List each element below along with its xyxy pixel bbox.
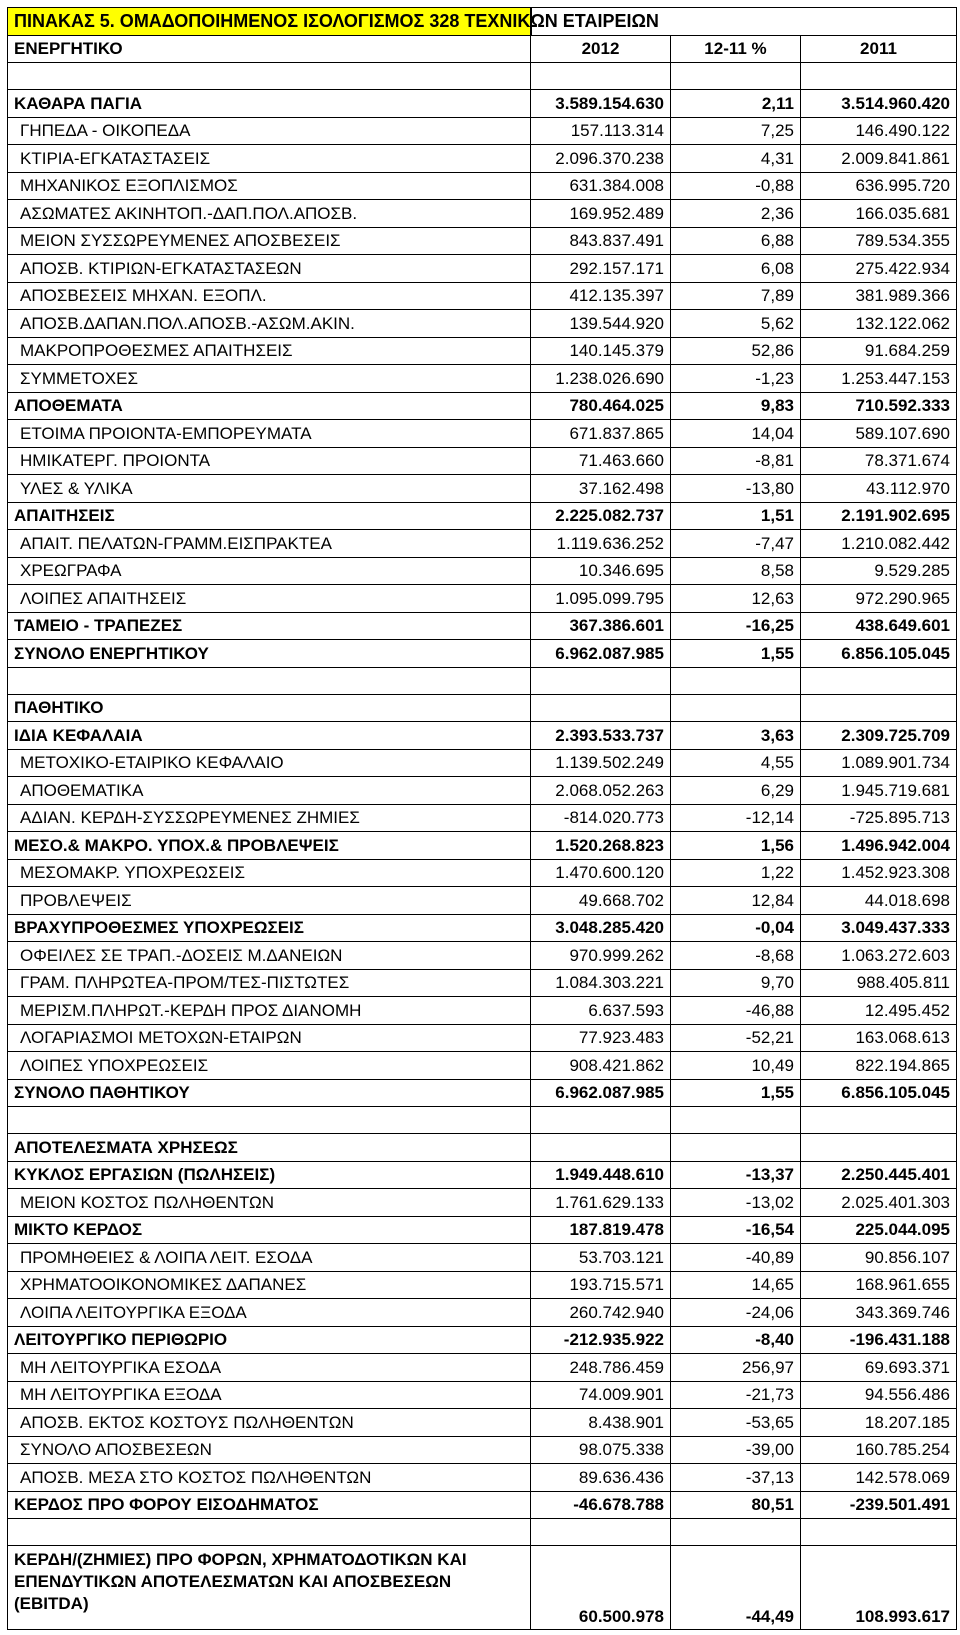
change-pct: -39,00 xyxy=(671,1436,801,1464)
row-label: ΒΡΑΧΥΠΡΟΘΕΣΜΕΣ ΥΠΟΧΡΕΩΣΕΙΣ xyxy=(8,914,531,942)
table-row xyxy=(8,1354,957,1382)
value-2012: 3.589.154.630 xyxy=(531,90,671,118)
change-pct: 8,58 xyxy=(671,557,801,585)
change-pct: 10,49 xyxy=(671,1052,801,1080)
value-2011: 1.945.719.681 xyxy=(801,777,957,805)
row-label: ΛΟΓΑΡΙΑΣΜΟΙ ΜΕΤΟΧΩΝ-ΕΤΑΙΡΩΝ xyxy=(8,1024,531,1052)
results-heading: ΑΠΟΤΕΛΕΣΜΑΤΑ ΧΡΗΣΕΩΣ xyxy=(8,1134,531,1162)
change-pct: 6,88 xyxy=(671,227,801,255)
table-row xyxy=(8,282,957,310)
value-2012: 1.470.600.120 xyxy=(531,859,671,887)
change-pct: -37,13 xyxy=(671,1464,801,1492)
row-label: ΜΗΧΑΝΙΚΟΣ ΕΞΟΠΛΙΣΜΟΣ xyxy=(8,172,531,200)
value-2012: 1.095.099.795 xyxy=(531,585,671,613)
value-2011: 6.856.105.045 xyxy=(801,640,957,668)
value-2011: 1.089.901.734 xyxy=(801,749,957,777)
change-pct: 6,29 xyxy=(671,777,801,805)
value-2011: 2.009.841.861 xyxy=(801,145,957,173)
row-label: ΜΙΚΤΟ ΚΕΡΔΟΣ xyxy=(8,1216,531,1244)
value-2012: 292.157.171 xyxy=(531,255,671,283)
table-row xyxy=(8,997,957,1025)
value-2011: 78.371.674 xyxy=(801,447,957,475)
row-label: ΤΑΜΕΙΟ - ΤΡΑΠΕΖΕΣ xyxy=(8,612,531,640)
value-2012: 1.084.303.221 xyxy=(531,969,671,997)
col-header-pct: 12-11 % xyxy=(671,35,801,63)
value-2012: 6.962.087.985 xyxy=(531,640,671,668)
value-2012: 1.119.636.252 xyxy=(531,530,671,558)
value-2011: 163.068.613 xyxy=(801,1024,957,1052)
value-2012: 260.742.940 xyxy=(531,1299,671,1327)
value-2011: 1.496.942.004 xyxy=(801,832,957,860)
value-2011: 1.210.082.442 xyxy=(801,530,957,558)
value-2011: 146.490.122 xyxy=(801,117,957,145)
value-2011: 12.495.452 xyxy=(801,997,957,1025)
value-2012: -46.678.788 xyxy=(531,1491,671,1519)
value-2011: 3.514.960.420 xyxy=(801,90,957,118)
value-2011: 636.995.720 xyxy=(801,172,957,200)
table-row xyxy=(8,1052,957,1080)
row-label: ΟΦΕΙΛΕΣ ΣΕ ΤΡΑΠ.-ΔΟΣΕΙΣ Μ.ΔΑΝΕΙΩΝ xyxy=(8,942,531,970)
row-label: ΛΟΙΠΕΣ ΥΠΟΧΡΕΩΣΕΙΣ xyxy=(8,1052,531,1080)
change-pct: -40,89 xyxy=(671,1244,801,1272)
value-2011: 225.044.095 xyxy=(801,1216,957,1244)
table-row xyxy=(8,337,957,365)
value-2012: 412.135.397 xyxy=(531,282,671,310)
table-row xyxy=(8,1299,957,1327)
value-2011: 2.025.401.303 xyxy=(801,1189,957,1217)
row-label: ΜΗ ΛΕΙΤΟΥΡΓΙΚΑ ΕΣΟΔΑ xyxy=(8,1354,531,1382)
row-label: ΧΡΕΩΓΡΑΦΑ xyxy=(8,557,531,585)
row-label: ΜΕΤΟΧΙΚΟ-ΕΤΑΙΡΙΚΟ ΚΕΦΑΛΑΙΟ xyxy=(8,749,531,777)
change-pct: -8,81 xyxy=(671,447,801,475)
change-pct: 12,84 xyxy=(671,887,801,915)
liabilities-heading: ΠΑΘΗΤΙΚΟ xyxy=(8,694,531,722)
value-2011: 275.422.934 xyxy=(801,255,957,283)
value-2012: -814.020.773 xyxy=(531,804,671,832)
value-2011: 160.785.254 xyxy=(801,1436,957,1464)
value-2011: 2.309.725.709 xyxy=(801,722,957,750)
row-label: ΑΠΟΣΒ.ΔΑΠΑΝ.ΠΟΛ.ΑΠΟΣΒ.-ΑΣΩΜ.ΑΚΙΝ. xyxy=(8,310,531,338)
table-row xyxy=(8,749,957,777)
row-label: ΑΣΩΜΑΤΕΣ ΑΚΙΝΗΤΟΠ.-ΔΑΠ.ΠΟΛ.ΑΠΟΣΒ. xyxy=(8,200,531,228)
table-row xyxy=(8,640,957,668)
results-heading-row xyxy=(8,1134,957,1162)
table-row xyxy=(8,475,957,503)
table-row xyxy=(8,392,957,420)
change-pct: -53,65 xyxy=(671,1409,801,1437)
change-pct: 5,62 xyxy=(671,310,801,338)
change-pct: 2,11 xyxy=(671,90,801,118)
table-row xyxy=(8,887,957,915)
change-pct: 14,04 xyxy=(671,420,801,448)
row-label: ΧΡΗΜΑΤΟΟΙΚΟΝΟΜΙΚΕΣ ΔΑΠΑΝΕΣ xyxy=(8,1271,531,1299)
change-pct: 7,25 xyxy=(671,117,801,145)
change-pct: -46,88 xyxy=(671,997,801,1025)
table-row xyxy=(8,117,957,145)
blank-row xyxy=(8,1519,957,1546)
change-pct: -13,02 xyxy=(671,1189,801,1217)
blank-row xyxy=(8,667,957,694)
value-2011: 142.578.069 xyxy=(801,1464,957,1492)
value-2012: 631.384.008 xyxy=(531,172,671,200)
table-row xyxy=(8,942,957,970)
value-2012: 77.923.483 xyxy=(531,1024,671,1052)
change-pct: 9,70 xyxy=(671,969,801,997)
value-2011: 166.035.681 xyxy=(801,200,957,228)
table-row xyxy=(8,1464,957,1492)
change-pct: -24,06 xyxy=(671,1299,801,1327)
table-row xyxy=(8,420,957,448)
value-2011: 44.018.698 xyxy=(801,887,957,915)
row-label: ΑΠΟΘΕΜΑΤΑ xyxy=(8,392,531,420)
change-pct: -21,73 xyxy=(671,1381,801,1409)
row-label: ΗΜΙΚΑΤΕΡΓ. ΠΡΟΙΟΝΤΑ xyxy=(8,447,531,475)
change-pct: -0,04 xyxy=(671,914,801,942)
table-title: ΠΙΝΑΚΑΣ 5. ΟΜΑΔΟΠΟΙΗΜΕΝΟΣ ΙΣΟΛΟΓΙΣΜΟΣ 328 ΤΕΧΝΙΚΩΝ ΕΤΑΙΡΕΙΩΝ xyxy=(8,8,531,36)
row-label: ΠΡΟΜΗΘΕΙΕΣ & ΛΟΙΠΑ ΛΕΙΤ. ΕΣΟΔΑ xyxy=(8,1244,531,1272)
change-pct: -16,25 xyxy=(671,612,801,640)
change-pct: 7,89 xyxy=(671,282,801,310)
change-pct: 1,51 xyxy=(671,502,801,530)
value-2012: 248.786.459 xyxy=(531,1354,671,1382)
table-row xyxy=(8,722,957,750)
row-label: ΑΠΟΣΒ. ΕΚΤΟΣ ΚΟΣΤΟΥΣ ΠΩΛΗΘΕΝΤΩΝ xyxy=(8,1409,531,1437)
table-row xyxy=(8,447,957,475)
row-label: ΜΕΙΟΝ ΚΟΣΤΟΣ ΠΩΛΗΘΕΝΤΩΝ xyxy=(8,1189,531,1217)
row-label: ΜΑΚΡΟΠΡΟΘΕΣΜΕΣ ΑΠΑΙΤΗΣΕΙΣ xyxy=(8,337,531,365)
value-2011: 6.856.105.045 xyxy=(801,1079,957,1107)
row-label: ΣΥΝΟΛΟ ΑΠΟΣΒΕΣΕΩΝ xyxy=(8,1436,531,1464)
value-2011: 381.989.366 xyxy=(801,282,957,310)
value-2012: 2.393.533.737 xyxy=(531,722,671,750)
blank-row xyxy=(8,1107,957,1134)
assets-heading: ΕΝΕΡΓΗΤΙΚΟ xyxy=(8,35,531,63)
value-2012: 71.463.660 xyxy=(531,447,671,475)
table-row xyxy=(8,1161,957,1189)
change-pct: 1,56 xyxy=(671,832,801,860)
value-2011: 90.856.107 xyxy=(801,1244,957,1272)
value-2011: 789.534.355 xyxy=(801,227,957,255)
value-2012: 671.837.865 xyxy=(531,420,671,448)
value-2012: 10.346.695 xyxy=(531,557,671,585)
value-2012: 140.145.379 xyxy=(531,337,671,365)
value-2011: 9.529.285 xyxy=(801,557,957,585)
row-label: ΠΡΟΒΛΕΨΕΙΣ xyxy=(8,887,531,915)
value-2012: 8.438.901 xyxy=(531,1409,671,1437)
change-pct: -44,49 xyxy=(671,1546,801,1630)
row-label: ΛΟΙΠΑ ΛΕΙΤΟΥΡΓΙΚΑ ΕΞΟΔΑ xyxy=(8,1299,531,1327)
change-pct: -7,47 xyxy=(671,530,801,558)
table-row xyxy=(8,200,957,228)
change-pct: -12,14 xyxy=(671,804,801,832)
value-2012: 6.637.593 xyxy=(531,997,671,1025)
row-label: ΚΑΘΑΡΑ ΠΑΓΙΑ xyxy=(8,90,531,118)
change-pct: 4,55 xyxy=(671,749,801,777)
value-2012: 1.761.629.133 xyxy=(531,1189,671,1217)
value-2012: 74.009.901 xyxy=(531,1381,671,1409)
value-2011: 91.684.259 xyxy=(801,337,957,365)
value-2012: 89.636.436 xyxy=(531,1464,671,1492)
row-label: ΛΕΙΤΟΥΡΓΙΚΟ ΠΕΡΙΘΩΡΙΟ xyxy=(8,1326,531,1354)
table-row xyxy=(8,172,957,200)
table-row xyxy=(8,1244,957,1272)
balance-sheet xyxy=(7,7,957,1630)
change-pct: 80,51 xyxy=(671,1491,801,1519)
change-pct: 1,55 xyxy=(671,640,801,668)
change-pct: 4,31 xyxy=(671,145,801,173)
table-row xyxy=(8,914,957,942)
table-row xyxy=(8,557,957,585)
row-label: ΚΕΡΔΟΣ ΠΡΟ ΦΟΡΟΥ ΕΙΣΟΔΗΜΑΤΟΣ xyxy=(8,1491,531,1519)
row-label: ΣΥΜΜΕΤΟΧΕΣ xyxy=(8,365,531,393)
value-2012: 1.139.502.249 xyxy=(531,749,671,777)
change-pct: 12,63 xyxy=(671,585,801,613)
change-pct: 3,63 xyxy=(671,722,801,750)
value-2011: 988.405.811 xyxy=(801,969,957,997)
value-2012: 1.949.448.610 xyxy=(531,1161,671,1189)
change-pct: 52,86 xyxy=(671,337,801,365)
value-2012: 49.668.702 xyxy=(531,887,671,915)
col-header-2012: 2012 xyxy=(531,35,671,63)
value-2012: 157.113.314 xyxy=(531,117,671,145)
row-label: ΓΡΑΜ. ΠΛΗΡΩΤΕΑ-ΠΡΟΜ/ΤΕΣ-ΠΙΣΤΩΤΕΣ xyxy=(8,969,531,997)
row-label: ΥΛΕΣ & ΥΛΙΚΑ xyxy=(8,475,531,503)
value-2011: 3.049.437.333 xyxy=(801,914,957,942)
value-2012: 6.962.087.985 xyxy=(531,1079,671,1107)
table-row xyxy=(8,227,957,255)
table-row xyxy=(8,1216,957,1244)
change-pct: 9,83 xyxy=(671,392,801,420)
value-2012: 1.238.026.690 xyxy=(531,365,671,393)
value-2011: 1.063.272.603 xyxy=(801,942,957,970)
table-row xyxy=(8,365,957,393)
change-pct: 14,65 xyxy=(671,1271,801,1299)
row-label: ΜΕΣΟ.& ΜΑΚΡΟ. ΥΠΟΧ.& ΠΡΟΒΛΕΨΕΙΣ xyxy=(8,832,531,860)
value-2011: 972.290.965 xyxy=(801,585,957,613)
value-2012: 780.464.025 xyxy=(531,392,671,420)
value-2012: 193.715.571 xyxy=(531,1271,671,1299)
table-row xyxy=(8,1024,957,1052)
value-2011: -725.895.713 xyxy=(801,804,957,832)
table-row xyxy=(8,530,957,558)
table-row xyxy=(8,1409,957,1437)
value-2011: 343.369.746 xyxy=(801,1299,957,1327)
table-row xyxy=(8,1491,957,1519)
row-label: ΣΥΝΟΛΟ ΕΝΕΡΓΗΤΙΚΟΥ xyxy=(8,640,531,668)
change-pct: 6,08 xyxy=(671,255,801,283)
value-2012: 908.421.862 xyxy=(531,1052,671,1080)
row-label: ΛΟΙΠΕΣ ΑΠΑΙΤΗΣΕΙΣ xyxy=(8,585,531,613)
value-2011: 69.693.371 xyxy=(801,1354,957,1382)
value-2012: 60.500.978 xyxy=(531,1546,671,1630)
change-pct: -1,23 xyxy=(671,365,801,393)
row-label: ΚΥΚΛΟΣ ΕΡΓΑΣΙΩΝ (ΠΩΛΗΣΕΙΣ) xyxy=(8,1161,531,1189)
table-row xyxy=(8,777,957,805)
table-row xyxy=(8,1271,957,1299)
change-pct: 2,36 xyxy=(671,200,801,228)
row-label: ΜΕΡΙΣΜ.ΠΛΗΡΩΤ.-ΚΕΡΔΗ ΠΡΟΣ ΔΙΑΝΟΜΗ xyxy=(8,997,531,1025)
table-row xyxy=(8,1381,957,1409)
value-2012: 187.819.478 xyxy=(531,1216,671,1244)
row-label: ΣΥΝΟΛΟ ΠΑΘΗΤΙΚΟΥ xyxy=(8,1079,531,1107)
table-row xyxy=(8,90,957,118)
table-row xyxy=(8,502,957,530)
row-label: ΙΔΙΑ ΚΕΦΑΛΑΙΑ xyxy=(8,722,531,750)
value-2011: 108.993.617 xyxy=(801,1546,957,1630)
row-label: ΑΠΟΣΒΕΣΕΙΣ ΜΗΧΑΝ. ΕΞΟΠΛ. xyxy=(8,282,531,310)
value-2011: 1.452.923.308 xyxy=(801,859,957,887)
change-pct: 1,55 xyxy=(671,1079,801,1107)
header-row xyxy=(8,35,957,63)
change-pct: -16,54 xyxy=(671,1216,801,1244)
change-pct: -8,68 xyxy=(671,942,801,970)
value-2011: 18.207.185 xyxy=(801,1409,957,1437)
table-row xyxy=(8,612,957,640)
value-2012: 970.999.262 xyxy=(531,942,671,970)
table-row xyxy=(8,585,957,613)
row-label: ΑΠΑΙΤΗΣΕΙΣ xyxy=(8,502,531,530)
value-2011: 438.649.601 xyxy=(801,612,957,640)
table-row xyxy=(8,859,957,887)
title-row xyxy=(8,8,957,36)
value-2011: 2.250.445.401 xyxy=(801,1161,957,1189)
change-pct: -0,88 xyxy=(671,172,801,200)
balance-table xyxy=(7,7,957,1630)
value-2012: 367.386.601 xyxy=(531,612,671,640)
value-2011: 2.191.902.695 xyxy=(801,502,957,530)
change-pct: 256,97 xyxy=(671,1354,801,1382)
row-label: ΜΗ ΛΕΙΤΟΥΡΓΙΚΑ ΕΞΟΔΑ xyxy=(8,1381,531,1409)
table-row xyxy=(8,1436,957,1464)
col-header-2011: 2011 xyxy=(801,35,957,63)
change-pct: -8,40 xyxy=(671,1326,801,1354)
value-2012: -212.935.922 xyxy=(531,1326,671,1354)
value-2011: -196.431.188 xyxy=(801,1326,957,1354)
liabilities-heading-row xyxy=(8,694,957,722)
change-pct: -52,21 xyxy=(671,1024,801,1052)
table-row xyxy=(8,1079,957,1107)
value-2012: 3.048.285.420 xyxy=(531,914,671,942)
row-label: ΑΠΑΙΤ. ΠΕΛΑΤΩΝ-ΓΡΑΜΜ.ΕΙΣΠΡΑΚΤΕΑ xyxy=(8,530,531,558)
row-label: ΜΕΙΟΝ ΣΥΣΣΩΡΕΥΜΕΝΕΣ ΑΠΟΣΒΕΣΕΙΣ xyxy=(8,227,531,255)
table-row xyxy=(8,1189,957,1217)
change-pct: -13,37 xyxy=(671,1161,801,1189)
value-2012: 1.520.268.823 xyxy=(531,832,671,860)
value-2011: 94.556.486 xyxy=(801,1381,957,1409)
ebitda-row xyxy=(8,1546,957,1630)
value-2011: -239.501.491 xyxy=(801,1491,957,1519)
row-label: ΓΗΠΕΔΑ - ΟΙΚΟΠΕΔΑ xyxy=(8,117,531,145)
value-2012: 2.068.052.263 xyxy=(531,777,671,805)
table-row xyxy=(8,969,957,997)
value-2011: 168.961.655 xyxy=(801,1271,957,1299)
value-2012: 2.225.082.737 xyxy=(531,502,671,530)
change-pct: 1,22 xyxy=(671,859,801,887)
value-2012: 2.096.370.238 xyxy=(531,145,671,173)
value-2012: 37.162.498 xyxy=(531,475,671,503)
row-label: ΑΠΟΣΒ. ΜΕΣΑ ΣΤΟ ΚΟΣΤΟΣ ΠΩΛΗΘΕΝΤΩΝ xyxy=(8,1464,531,1492)
row-label: ΕΤΟΙΜΑ ΠΡΟΙΟΝΤΑ-ΕΜΠΟΡΕΥΜΑΤΑ xyxy=(8,420,531,448)
value-2011: 589.107.690 xyxy=(801,420,957,448)
blank-row xyxy=(8,63,957,90)
row-label: ΑΠΟΣΒ. ΚΤΙΡΙΩΝ-ΕΓΚΑΤΑΣΤΑΣΕΩΝ xyxy=(8,255,531,283)
row-label: ΚΤΙΡΙΑ-ΕΓΚΑΤΑΣΤΑΣΕΙΣ xyxy=(8,145,531,173)
value-2012: 843.837.491 xyxy=(531,227,671,255)
row-label: ΑΔΙΑΝ. ΚΕΡΔΗ-ΣΥΣΣΩΡΕΥΜΕΝΕΣ ΖΗΜΙΕΣ xyxy=(8,804,531,832)
table-row xyxy=(8,804,957,832)
value-2011: 1.253.447.153 xyxy=(801,365,957,393)
value-2012: 139.544.920 xyxy=(531,310,671,338)
table-row xyxy=(8,1326,957,1354)
value-2012: 169.952.489 xyxy=(531,200,671,228)
value-2011: 132.122.062 xyxy=(801,310,957,338)
table-row xyxy=(8,145,957,173)
row-label: ΑΠΟΘΕΜΑΤΙΚΑ xyxy=(8,777,531,805)
table-row xyxy=(8,832,957,860)
value-2011: 43.112.970 xyxy=(801,475,957,503)
value-2011: 822.194.865 xyxy=(801,1052,957,1080)
value-2012: 53.703.121 xyxy=(531,1244,671,1272)
value-2012: 98.075.338 xyxy=(531,1436,671,1464)
ebitda-label: ΚΕΡΔΗ/(ΖΗΜΙΕΣ) ΠΡΟ ΦΟΡΩΝ, ΧΡΗΜΑΤΟΔΟΤΙΚΩΝ ΚΑΙ ΕΠΕΝΔΥΤΙΚΩΝ ΑΠΟΤΕΛΕΣΜΑΤΩΝ ΚΑΙ ΑΠΟΣΒΕΣΕΩΝ (EBITDA) xyxy=(8,1546,531,1630)
change-pct: -13,80 xyxy=(671,475,801,503)
value-2011: 710.592.333 xyxy=(801,392,957,420)
table-row xyxy=(8,310,957,338)
row-label: ΜΕΣΟΜΑΚΡ. ΥΠΟΧΡΕΩΣΕΙΣ xyxy=(8,859,531,887)
table-row xyxy=(8,255,957,283)
